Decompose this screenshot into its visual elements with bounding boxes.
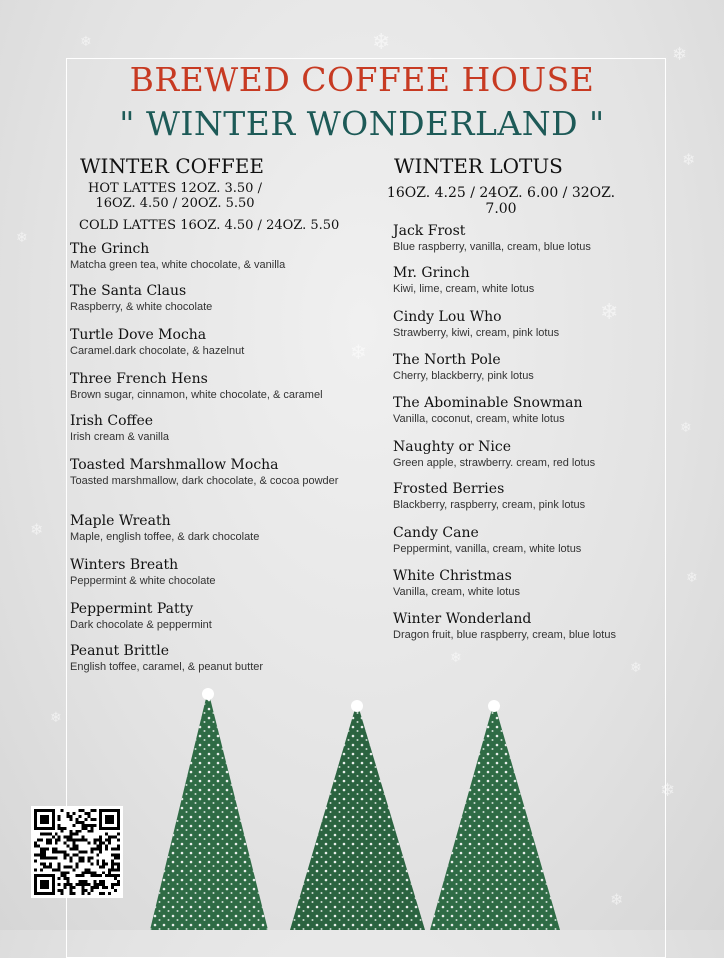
- item-description: Peppermint, vanilla, cream, white lotus: [393, 543, 582, 555]
- snowflake-icon: ❄: [630, 660, 642, 676]
- menu-item: [70, 371, 370, 402]
- item-description: Cherry, blackberry, pink lotus: [393, 370, 534, 382]
- lotus-price-line2: 7.00: [485, 201, 517, 217]
- snowflake-icon: ❄: [372, 30, 391, 55]
- item-description: Vanilla, coconut, cream, white lotus: [393, 413, 565, 425]
- item-description: Vanilla, cream, white lotus: [393, 586, 520, 598]
- item-name: Frosted Berries: [393, 481, 505, 497]
- item-name: Jack Frost: [393, 223, 466, 239]
- lotus-price: [366, 185, 636, 217]
- menu-item: [393, 395, 673, 426]
- menu-item: [70, 327, 370, 358]
- item-name: Toasted Marshmallow Mocha: [70, 457, 279, 473]
- item-name: The Grinch: [70, 241, 150, 257]
- item-name: Irish Coffee: [70, 413, 154, 429]
- snowflake-icon: ❄: [30, 520, 44, 539]
- item-description: Green apple, strawberry. cream, red lotus: [393, 457, 596, 469]
- menu-item: [393, 481, 673, 512]
- menu-item: [393, 352, 673, 383]
- item-name: Winters Breath: [70, 557, 179, 573]
- snowflake-icon: ❄: [686, 570, 698, 586]
- item-description: Dragon fruit, blue raspberry, cream, blue lotus: [393, 629, 616, 641]
- snowflake-icon: ❄: [610, 890, 624, 909]
- snowflake-icon: ❄: [682, 150, 696, 169]
- item-name: Peppermint Patty: [70, 601, 194, 617]
- item-name: Mr. Grinch: [393, 265, 470, 281]
- item-name: White Christmas: [393, 568, 512, 584]
- item-name: The Santa Claus: [70, 283, 187, 299]
- qr-code-graphic: [34, 809, 120, 895]
- menu-item: [393, 309, 673, 340]
- menu-item: [70, 513, 370, 544]
- menu-item: [393, 265, 673, 296]
- snowflake-icon: ❄: [450, 650, 462, 666]
- item-name: Winter Wonderland: [393, 611, 532, 627]
- item-description: Kiwi, lime, cream, white lotus: [393, 283, 535, 295]
- hot-lattes-price: [70, 181, 280, 211]
- item-name: Turtle Dove Mocha: [70, 327, 207, 343]
- menu-item: [70, 413, 370, 444]
- snowflake-icon: ❄: [672, 44, 688, 65]
- hot-lattes-price-line2: 16OZ. 4.50 / 20OZ. 5.50: [95, 196, 255, 211]
- item-name: Three French Hens: [70, 371, 208, 387]
- menu-item: [393, 223, 673, 254]
- item-name: Cindy Lou Who: [393, 309, 502, 325]
- item-description: Matcha green tea, white chocolate, & vanilla: [70, 259, 286, 271]
- menu-item: [393, 568, 673, 599]
- menu-item: [70, 557, 370, 588]
- menu-item: [70, 283, 370, 314]
- item-name: The Abominable Snowman: [393, 395, 583, 411]
- snowflake-icon: ❄: [680, 420, 692, 436]
- item-description: Raspberry, & white chocolate: [70, 301, 213, 313]
- item-name: Candy Cane: [393, 525, 479, 541]
- menu-item: [70, 457, 355, 488]
- item-name: Naughty or Nice: [393, 439, 512, 455]
- snowflake-icon: ❄: [80, 34, 92, 50]
- cold-lattes-price: COLD LATTES 16OZ. 4.50 / 24OZ. 5.50: [79, 218, 340, 233]
- hot-lattes-price-line1: HOT LATTES 12OZ. 3.50 /: [88, 181, 262, 196]
- item-description: Peppermint & white chocolate: [70, 575, 216, 587]
- menu-item: [70, 643, 370, 674]
- snowflake-icon: ❄: [660, 780, 676, 801]
- item-description: Maple, english toffee, & dark chocolate: [70, 531, 260, 543]
- item-description: Blackberry, raspberry, cream, pink lotus: [393, 499, 586, 511]
- menu-item: [393, 439, 673, 470]
- item-name: The North Pole: [393, 352, 501, 368]
- item-description: Blue raspberry, vanilla, cream, blue lotus: [393, 241, 591, 253]
- item-description: Strawberry, kiwi, cream, pink lotus: [393, 327, 560, 339]
- item-description: Dark chocolate & peppermint: [70, 619, 212, 631]
- menu-theme-title: " WINTER WONDERLAND ": [119, 104, 605, 143]
- menu-item: [393, 611, 673, 642]
- snowflake-icon: ❄: [600, 300, 619, 325]
- item-name: Peanut Brittle: [70, 643, 170, 659]
- shop-title: BREWED COFFEE HOUSE: [129, 60, 595, 99]
- snowflake-icon: ❄: [16, 230, 28, 246]
- item-description: English toffee, caramel, & peanut butter: [70, 661, 264, 673]
- menu-item: [70, 241, 370, 272]
- snowflake-icon: ❄: [50, 710, 62, 726]
- item-description: Toasted marshmallow, dark chocolate, & cocoa powder: [70, 475, 339, 487]
- item-description: Irish cream & vanilla: [70, 431, 170, 443]
- lotus-price-line1: 16OZ. 4.25 / 24OZ. 6.00 / 32OZ.: [386, 185, 616, 201]
- item-description: Caramel.dark chocolate, & hazelnut: [70, 345, 245, 357]
- menu-item: [70, 601, 370, 632]
- item-description: Brown sugar, cinnamon, white chocolate, & caramel: [70, 389, 323, 401]
- menu-item: [393, 525, 673, 556]
- qr-code-icon[interactable]: [31, 806, 123, 898]
- snowflake-icon: ❄: [350, 340, 367, 364]
- item-name: Maple Wreath: [70, 513, 171, 529]
- winter-lotus-heading: WINTER LOTUS: [394, 154, 563, 178]
- winter-coffee-heading: WINTER COFFEE: [80, 154, 264, 178]
